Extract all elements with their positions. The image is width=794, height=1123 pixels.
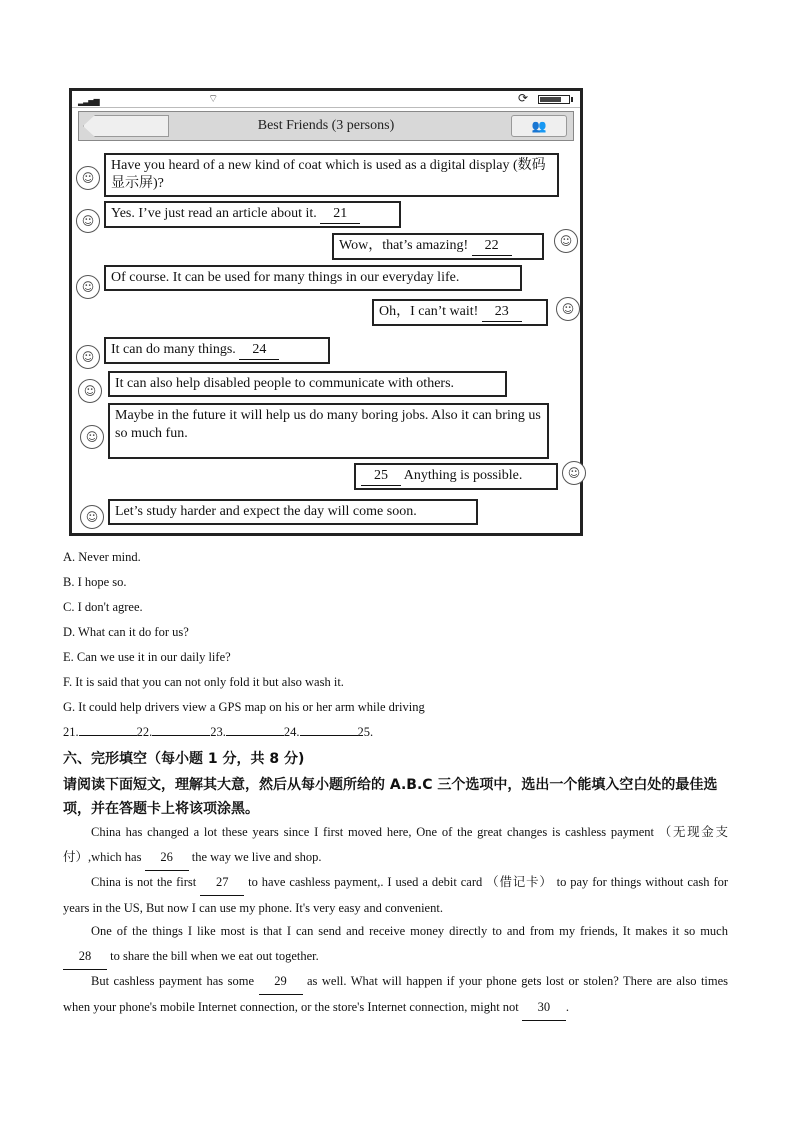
chat-message: 25 Anything is possible. — [354, 463, 558, 490]
answer-blank: 21 — [320, 205, 360, 224]
answer-blank: 25 — [361, 467, 401, 486]
option-f: F. It is said that you can not only fold it but also wash it. — [63, 675, 344, 689]
answer-blank: 22 — [472, 237, 512, 256]
answer-blank: 23 — [482, 303, 522, 322]
girl-avatar-icon: ☺ — [76, 275, 100, 299]
cloze-blank: 28 — [63, 944, 107, 970]
chat-screenshot — [69, 88, 583, 536]
boy-avatar-icon: ☺ — [80, 505, 104, 529]
passage-paragraph: But cashless payment has some 29 as well. What will happen if your phone gets lost or stolen? There are also times when your phone's mobile Internet connection, or the store's Internet connection, might not 30 . — [63, 969, 728, 1021]
passage-paragraph: China has changed a lot these years since I first moved here, One of the great changes is cashless payment （无现金支付）,which has 26 the way we live and shop. — [63, 820, 728, 871]
girl-avatar-icon: ☺ — [80, 425, 104, 449]
chat-message: Yes. I’ve just read an article about it. 21 — [104, 201, 401, 228]
cloze-blank: 29 — [259, 969, 303, 995]
cloze-blank: 30 — [522, 995, 566, 1021]
passage-paragraph: One of the things I like most is that I can send and receive money directly to and from my friends, It makes it so much 28 to share the bill when we eat out together. — [63, 919, 728, 970]
girl-avatar-icon: ☺ — [554, 229, 578, 253]
group-members-icon[interactable]: 👥 — [511, 115, 567, 137]
chat-message: Of course. It can be used for many things in our everyday life. — [104, 265, 522, 291]
chat-message: Wow，that’s amazing! 22 — [332, 233, 544, 260]
boy-avatar-icon: ☺ — [76, 345, 100, 369]
chat-message: Oh，I can’t wait! 23 — [372, 299, 548, 326]
answer-input-22[interactable] — [152, 725, 210, 736]
chat-message: Let’s study harder and expect the day will come soon. — [108, 499, 478, 525]
cloze-blank: 26 — [145, 845, 189, 871]
answer-line: 21. 22. 23. 24. 25. — [63, 725, 374, 739]
battery-icon — [538, 95, 570, 104]
girl-avatar-icon: ☺ — [78, 379, 102, 403]
chat-message: It can also help disabled people to communicate with others. — [108, 371, 507, 397]
cloze-blank: 27 — [200, 870, 244, 896]
wifi-icon: ⌔ — [208, 92, 219, 105]
passage-paragraph: China is not the first 27 to have cashless payment,. I used a debit card （借记卡） to pay for things without cash for years in the US, But now I can use my phone. It's very easy and convenient. — [63, 870, 728, 921]
option-g: G. It could help drivers view a GPS map on his or her arm while driving — [63, 700, 425, 714]
signal-icon: ▂▃▅▆ — [78, 97, 99, 106]
option-a: A. Never mind. — [63, 550, 141, 564]
section-title: 六、完形填空（每小题 1 分，共 8 分) — [63, 751, 305, 767]
option-e: E. Can we use it in our daily life? — [63, 650, 231, 664]
option-b: B. I hope so. — [63, 575, 127, 589]
status-bar — [72, 91, 580, 108]
chat-title: Best Friends (3 persons) — [257, 118, 395, 133]
chat-header — [78, 111, 574, 141]
option-c: C. I don't agree. — [63, 600, 143, 614]
answer-input-23[interactable] — [226, 725, 284, 736]
option-d: D. What can it do for us? — [63, 625, 189, 639]
boy-avatar-icon: ☺ — [76, 209, 100, 233]
answer-input-21[interactable] — [79, 725, 137, 736]
chat-message: It can do many things. 24 — [104, 337, 330, 364]
section-instruction: 请阅读下面短文，理解其大意，然后从每小题所给的 A.B.C 三个选项中，选出一个能填入空白处的最佳选项，并在答题卡上将该项涂黑。 — [63, 777, 718, 817]
boy-avatar-icon: ☺ — [562, 461, 586, 485]
answer-input-24[interactable] — [300, 725, 358, 736]
girl-avatar-icon: ☺ — [76, 166, 100, 190]
refresh-icon: ⟳ — [517, 91, 528, 105]
girl-avatar-icon: ☺ — [556, 297, 580, 321]
chat-message: Have you heard of a new kind of coat which is used as a digital display (数码显示屏)? — [104, 153, 559, 197]
chat-message: Maybe in the future it will help us do many boring jobs. Also it can bring us so much fun. — [108, 403, 549, 459]
answer-blank: 24 — [239, 341, 279, 360]
